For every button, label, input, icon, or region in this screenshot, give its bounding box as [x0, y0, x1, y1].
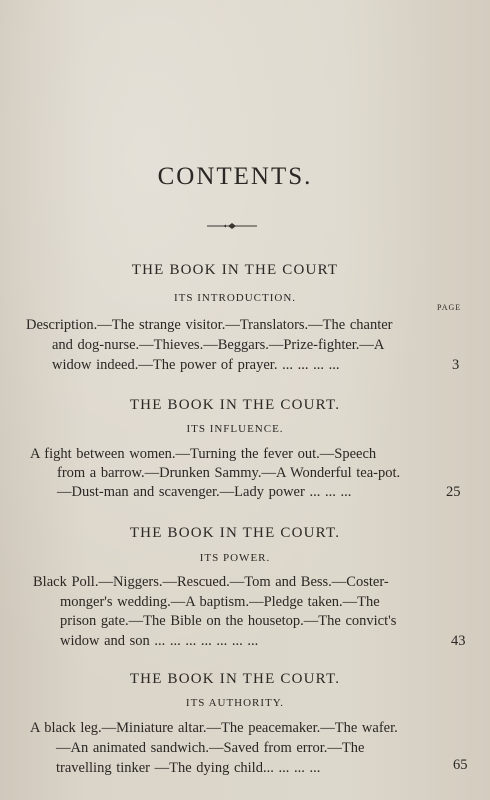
- section-subtitle-influence: ITS INFLUENCE.: [186, 423, 284, 435]
- section-title-power: THE BOOK IN THE COURT.: [129, 525, 341, 541]
- entry-line: Description.—The strange visitor.—Translators.—The chanter: [26, 317, 393, 333]
- page-number: 43: [451, 633, 466, 649]
- entry-line: and dog-nurse.—Thieves.—Beggars.—Prize-fighter.—A: [52, 337, 385, 353]
- contents-title: CONTENTS.: [157, 163, 313, 190]
- page-number: 3: [452, 357, 460, 373]
- section-title-influence: THE BOOK IN THE COURT.: [129, 397, 341, 413]
- entry-line: monger's wedding.—A baptism.—Pledge taken.—The: [60, 594, 380, 610]
- entry-line: widow indeed.—The power of prayer. ... ... ... ...: [52, 357, 340, 373]
- entry-line: A black leg.—Miniature altar.—The peacemaker.—The wafer.: [30, 720, 398, 736]
- entry-line: from a barrow.—Drunken Sammy.—A Wonderful tea-pot.: [57, 465, 401, 481]
- ornament-divider-icon: [206, 220, 258, 232]
- section-subtitle-authority: ITS AUTHORITY.: [185, 697, 285, 709]
- section-subtitle-introduction: ITS INTRODUCTION.: [173, 292, 297, 304]
- entry-line: widow and son ... ... ... ... ... ... ...: [60, 633, 259, 649]
- entry-line: travelling tinker —The dying child... ... ... ...: [56, 760, 321, 776]
- page-number: 65: [453, 757, 468, 773]
- section-title-authority: THE BOOK IN THE COURT.: [129, 671, 341, 687]
- page-number: 25: [446, 484, 461, 500]
- entry-line: prison gate.—The Bible on the housetop.—The convict's: [60, 613, 397, 629]
- entry-line: —An animated sandwich.—Saved from error.—The: [56, 740, 365, 756]
- section-title-introduction: THE BOOK IN THE COURT: [131, 262, 339, 278]
- section-subtitle-power: ITS POWER.: [199, 552, 271, 564]
- entry-line: Black Poll.—Niggers.—Rescued.—Tom and Bess.—Coster-: [33, 574, 389, 590]
- entry-line: —Dust-man and scavenger.—Lady power ... ... ...: [57, 484, 352, 500]
- page-column-heading: PAGE: [437, 303, 462, 312]
- entry-line: A fight between women.—Turning the fever out.—Speech: [30, 446, 377, 462]
